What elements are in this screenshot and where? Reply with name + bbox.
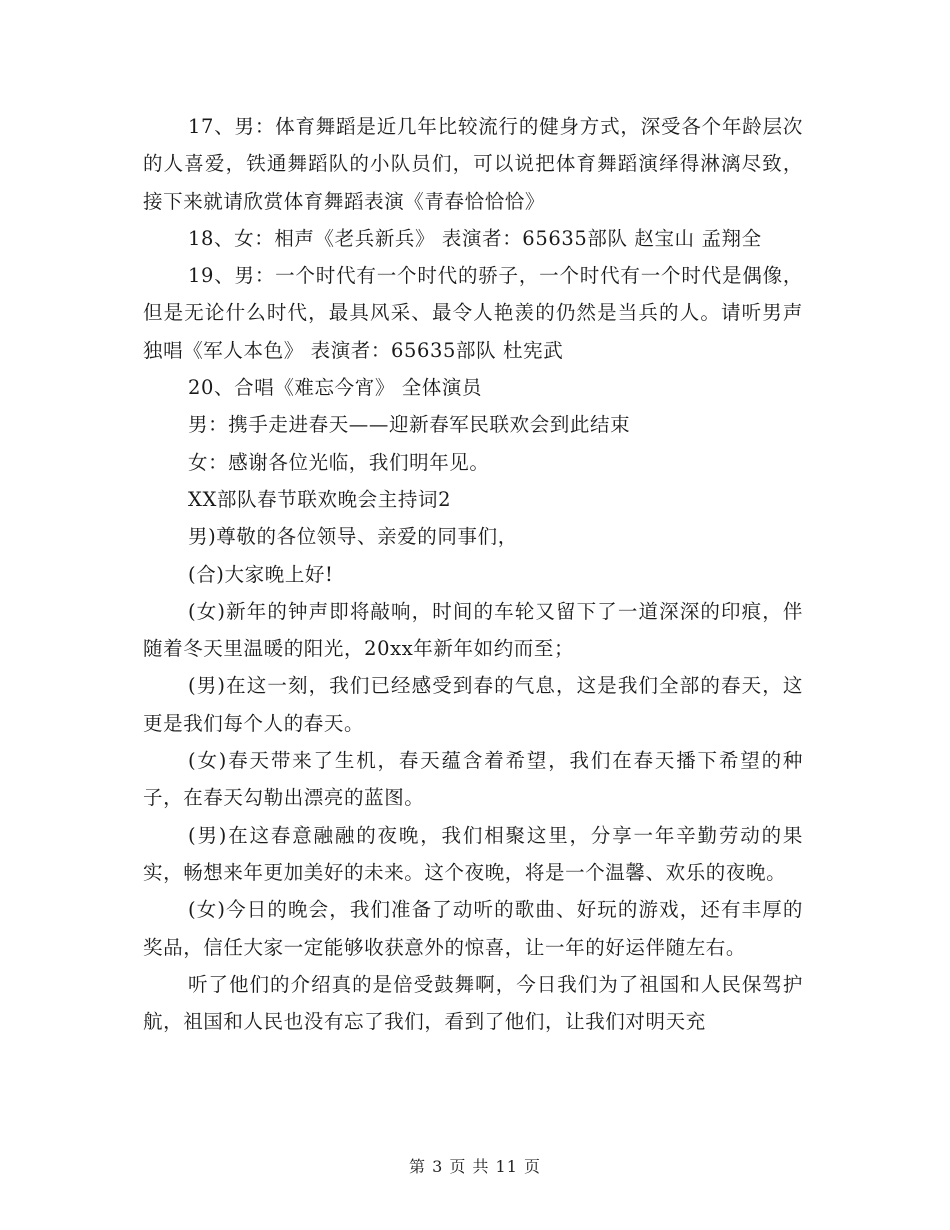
paragraph-together: (合)大家晚上好! (188, 562, 334, 586)
paragraph-closing-female: 女：感谢各位光临，我们明年见。 (188, 450, 490, 474)
paragraph-female-3: (女)今日的晚会，我们准备了动听的歌曲、好玩的游戏，还有丰厚的奖品，信任大家一定能够收获意外的惊喜，让一年的好运伴随左右。 (143, 898, 803, 959)
paragraph-item-20: 20、合唱《难忘今宵》 全体演员 (188, 376, 483, 400)
paragraph-male-2: (男)在这春意融融的夜晚，我们相聚这里，分享一年辛勤劳动的果实，畅想来年更加美好的未来。这个夜晚，将是一个温馨、欢乐的夜晚。 (143, 823, 803, 884)
paragraph-item-19: 19、男：一个时代有一个时代的骄子，一个时代有一个时代是偶像，但是无论什么时代，最具风采、最令人艳羡的仍然是当兵的人。请听男声独唱《军人本色》 表演者：65635部队 杜宪武 (143, 264, 803, 362)
paragraph-item-17: 17、男：体育舞蹈是近几年比较流行的健身方式，深受各个年龄层次的人喜爱，铁通舞蹈队的小队员们，可以说把体育舞蹈演绎得淋漓尽致，接下来就请欣赏体育舞蹈表演《青春恰恰恰》 (143, 115, 803, 213)
section-heading: XX部队春节联欢晚会主持词2 (188, 487, 452, 511)
paragraph-female-2: (女)春天带来了生机，春天蕴含着希望，我们在春天播下希望的种子，在春天勾勒出漂亮的蓝图。 (143, 749, 803, 810)
paragraph-female-1: (女)新年的钟声即将敲响，时间的车轮又留下了一道深深的印痕，伴随着冬天里温暖的阳光，20xx年新年如约而至； (143, 599, 803, 661)
paragraph-closing-text: 听了他们的介绍真的是倍受鼓舞啊，今日我们为了祖国和人民保驾护航，祖国和人民也没有忘了我们，看到了他们，让我们对明天充 (143, 972, 803, 1034)
paragraph-item-18: 18、女：相声《老兵新兵》 表演者：65635部队 赵宝山 孟翔全 (188, 226, 762, 250)
paragraph-male-1: (男)在这一刻，我们已经感受到春的气息，这是我们全部的春天，这更是我们每个人的春天。 (143, 674, 803, 735)
paragraph-closing-male: 男：携手走进春天——迎新春军民联欢会到此结束 (188, 413, 631, 437)
page-number-footer: 第 3 页 共 11 页 (409, 1157, 541, 1176)
paragraph-greeting: 男)尊敬的各位领导、亲爱的同事们， (188, 525, 518, 549)
document-body (143, 108, 803, 1040)
